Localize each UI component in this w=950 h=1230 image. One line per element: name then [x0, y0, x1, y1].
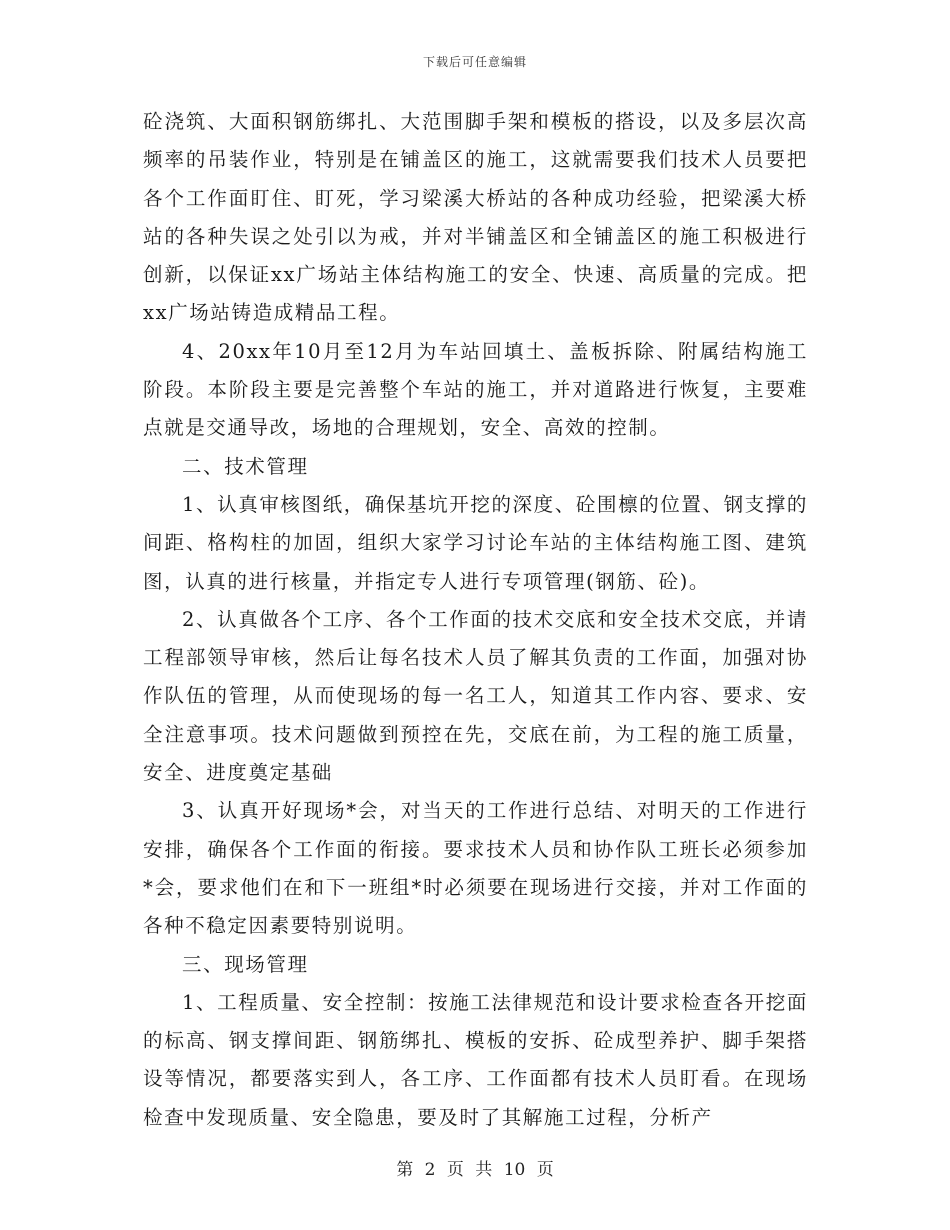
paragraph-item-4: 4、20xx年10月至12月为车站回填土、盖板拆除、附属结构施工阶段。本阶段主要是完善整个车站的施工，并对道路进行恢复，主要难点就是交通导改，场地的合理规划，安全、高效的控制。	[143, 339, 808, 440]
page-number-footer: 第 2 页 共 10 页	[396, 1160, 554, 1180]
document-body	[143, 103, 808, 1137]
paragraph-site-item-1: 1、工程质量、安全控制：按施工法律规范和设计要求检查各开挖面的标高、钢支撑间距、钢筋绑扎、模板的安拆、砼成型养护、脚手架搭设等情况，都要落实到人，各工序、工作面都有技术人员盯看。在现场检查中发现质量、安全隐患，要及时了其解施工过程，分析产	[143, 990, 808, 1129]
page-header: 下载后可任意编辑	[422, 55, 527, 69]
paragraph-item-2: 2、认真做各个工序、各个工作面的技术交底和安全技术交底，并请工程部领导审核，然后让每名技术人员了解其负责的工作面，加强对协作队伍的管理，从而使现场的每一名工人，知道其工作内容、要求、安全注意事项。技术问题做到预控在先，交底在前，为工程的施工质量，安全、进度奠定基础	[143, 607, 808, 785]
paragraph-item-3: 3、认真开好现场*会，对当天的工作进行总结、对明天的工作进行安排，确保各个工作面的衔接。要求技术人员和协作队工班长必须参加*会，要求他们在和下一班组*时必须要在现场进行交接，并对工作面的各种不稳定因素要特别说明。	[143, 799, 808, 938]
paragraph-continuation: 砼浇筑、大面积钢筋绑扎、大范围脚手架和模板的搭设，以及多层次高频率的吊装作业，特别是在铺盖区的施工，这就需要我们技术人员要把各个工作面盯住、盯死，学习梁溪大桥站的各种成功经验，把梁溪大桥站的各种失误之处引以为戒，并对半铺盖区和全铺盖区的施工积极进行创新，以保证xx广场站主体结构施工的安全、快速、高质量的完成。把xx广场站铸造成精品工程。	[143, 110, 808, 325]
section-heading-site-management: 三、现场管理	[182, 952, 309, 976]
section-heading-technical-management: 二、技术管理	[182, 454, 309, 478]
paragraph-item-1: 1、认真审核图纸，确保基坑开挖的深度、砼围檩的位置、钢支撑的间距、格构柱的加固，组织大家学习讨论车站的主体结构施工图、建筑图，认真的进行核量，并指定专人进行专项管理(钢筋、砼)。	[143, 492, 808, 593]
